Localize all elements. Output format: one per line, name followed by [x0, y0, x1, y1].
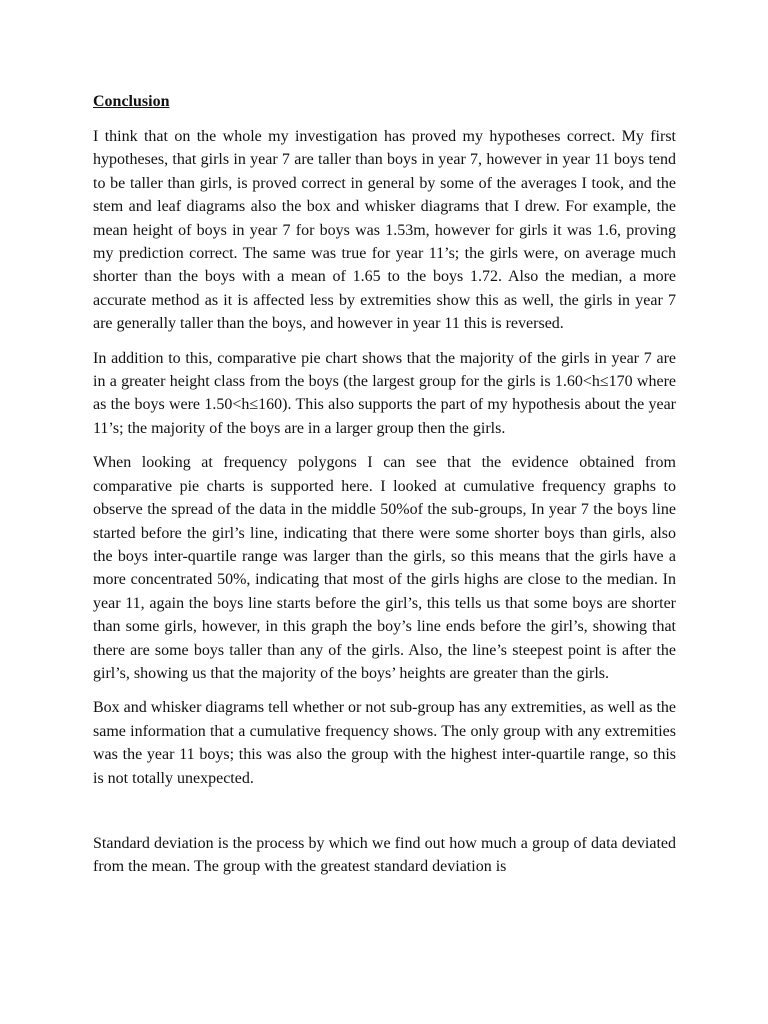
paragraph-hypotheses: I think that on the whole my investigation has proved my hypotheses correct. My first hypotheses, that girls in year 7 are taller than boys in year 7, however in year 11 boys tend to be taller than girls, is proved correct in general by some of the averages I took, and the stem and leaf diagrams also the box and whisker diagrams that I drew. For example, the mean height of boys in year 7 for boys was 1.53m, however for girls it was 1.6, proving my prediction correct. The same was true for year 11’s; the girls were, on average much shorter than the boys with a mean of 1.65 to the boys 1.72. Also the median, a more accurate method as it is affected less by extremities show this as well, the girls in year 7 are generally taller than the boys, and however in year 11 this is reversed. [93, 128, 676, 333]
paragraph-standard-deviation: Standard deviation is the process by which we find out how much a group of data deviated from the mean. The group with the greatest standard deviation is [93, 834, 676, 876]
paragraph-pie-chart: In addition to this, comparative pie chart shows that the majority of the girls in year 7 are in a greater height class from the boys (the largest group for the girls is 1.60<h≤170 where as the boys were 1.50<h≤160). This also supports the part of my hypothesis about the year 11’s; the majority of the boys are in a larger group then the girls. [93, 349, 676, 437]
paragraph-box-whisker: Box and whisker diagrams tell whether or not sub-group has any extremities, as well as the same information that a cumulative frequency shows. The only group with any extremities was the year 11 boys; this was also the group with the highest inter-quartile range, so this is not totally unexpected. [93, 699, 676, 787]
paragraph-frequency-polygons: When looking at frequency polygons I can see that the evidence obtained from comparative pie charts is supported here. I looked at cumulative frequency graphs to observe the spread of the data in the middle 50%of the sub-groups, In year 7 the boys line started before the girl’s line, indicating that there were some shorter boys than girls, also the boys inter-quartile range was larger than the girls, so this means that the girls have a more concentrated 50%, indicating that most of the girls highs are close to the median. In year 11, again the boys line starts before the girl’s, this tells us that some boys are shorter than some girls, however, in this graph the boy’s line ends before the girl’s, showing that there are some boys taller than any of the girls. Also, the line’s steepest point is after the girl’s, showing us that the majority of the boys’ heights are greater than the girls. [93, 454, 676, 682]
paragraph-gap [93, 801, 676, 832]
document-page [93, 92, 676, 890]
section-heading: Conclusion [93, 93, 170, 110]
